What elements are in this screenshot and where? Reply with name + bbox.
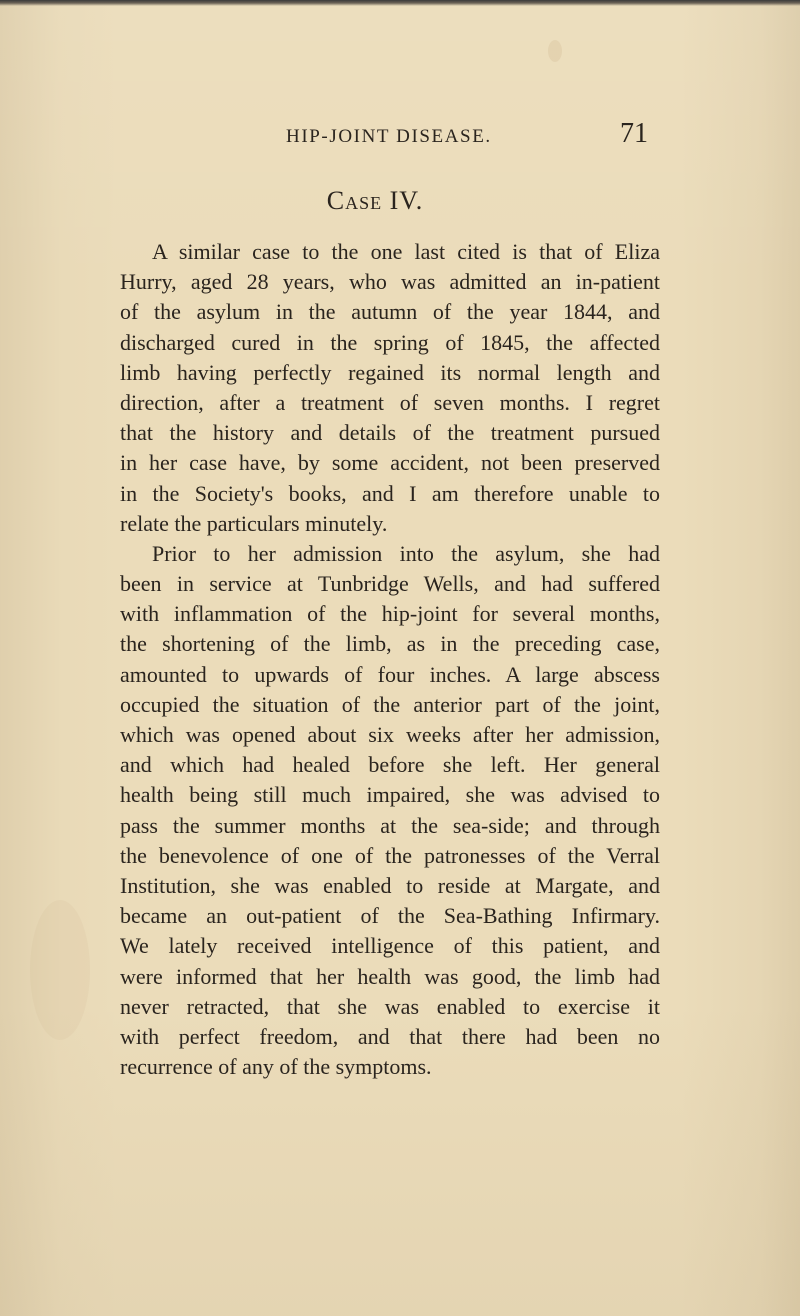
page-top-edge <box>0 0 800 6</box>
text-line: were informed that her health was good, the limb had <box>120 963 660 989</box>
text-line: health being still much impaired, she was advised to <box>120 782 660 808</box>
text-line: Prior to her admission into the asylum, she had <box>152 540 660 566</box>
text-line: occupied the situation of the anterior part of the joint, <box>120 691 660 717</box>
text-line: recurrence of any of the symptoms. <box>120 1054 432 1080</box>
paper-stain <box>548 40 562 62</box>
text-line: been in service at Tunbridge Wells, and had suffered <box>120 571 660 597</box>
case-heading: Case IV. <box>326 186 424 215</box>
text-line: never retracted, that she was enabled to exercise it <box>120 993 660 1019</box>
text-line: limb having perfectly regained its normal length and <box>120 359 660 385</box>
text-line: of the asylum in the autumn of the year 1844, and <box>120 299 660 325</box>
text-line: and which had healed before she left. Her general <box>120 752 660 778</box>
text-line: in the Society's books, and I am therefore unable to <box>120 480 660 506</box>
text-line: pass the summer months at the sea-side; and through <box>120 812 660 838</box>
text-line: with perfect freedom, and that there had been no <box>120 1023 660 1049</box>
text-line: Institution, she was enabled to reside at Margate, and <box>120 872 660 898</box>
text-line: direction, after a treatment of seven months. I regret <box>120 389 660 415</box>
text-line: discharged cured in the spring of 1845, the affected <box>120 329 660 355</box>
text-line: became an out-patient of the Sea-Bathing Infirmary. <box>120 903 660 929</box>
text-line: We lately received intelligence of this patient, and <box>120 933 660 959</box>
paper-stain <box>30 900 90 1040</box>
text-line: that the history and details of the treatment pursued <box>120 420 660 446</box>
body-text <box>120 237 660 1082</box>
text-line: the shortening of the limb, as in the preceding case, <box>120 631 660 657</box>
running-head <box>0 118 800 158</box>
text-line: with inflammation of the hip-joint for several months, <box>120 601 660 627</box>
running-title: HIP-JOINT DISEASE. <box>286 126 492 147</box>
text-line: amounted to upwards of four inches. A large abscess <box>120 661 660 687</box>
text-line: relate the particulars minutely. <box>120 510 388 536</box>
text-line: Hurry, aged 28 years, who was admitted an in-patient <box>120 269 660 295</box>
page-number: 71 <box>620 118 648 149</box>
text-line: in her case have, by some accident, not been preserved <box>120 450 660 476</box>
text-line: A similar case to the one last cited is that of Eliza <box>152 239 660 264</box>
text-line: the benevolence of one of the patronesses of the Verral <box>120 842 660 868</box>
text-line: which was opened about six weeks after her admission, <box>120 722 660 747</box>
